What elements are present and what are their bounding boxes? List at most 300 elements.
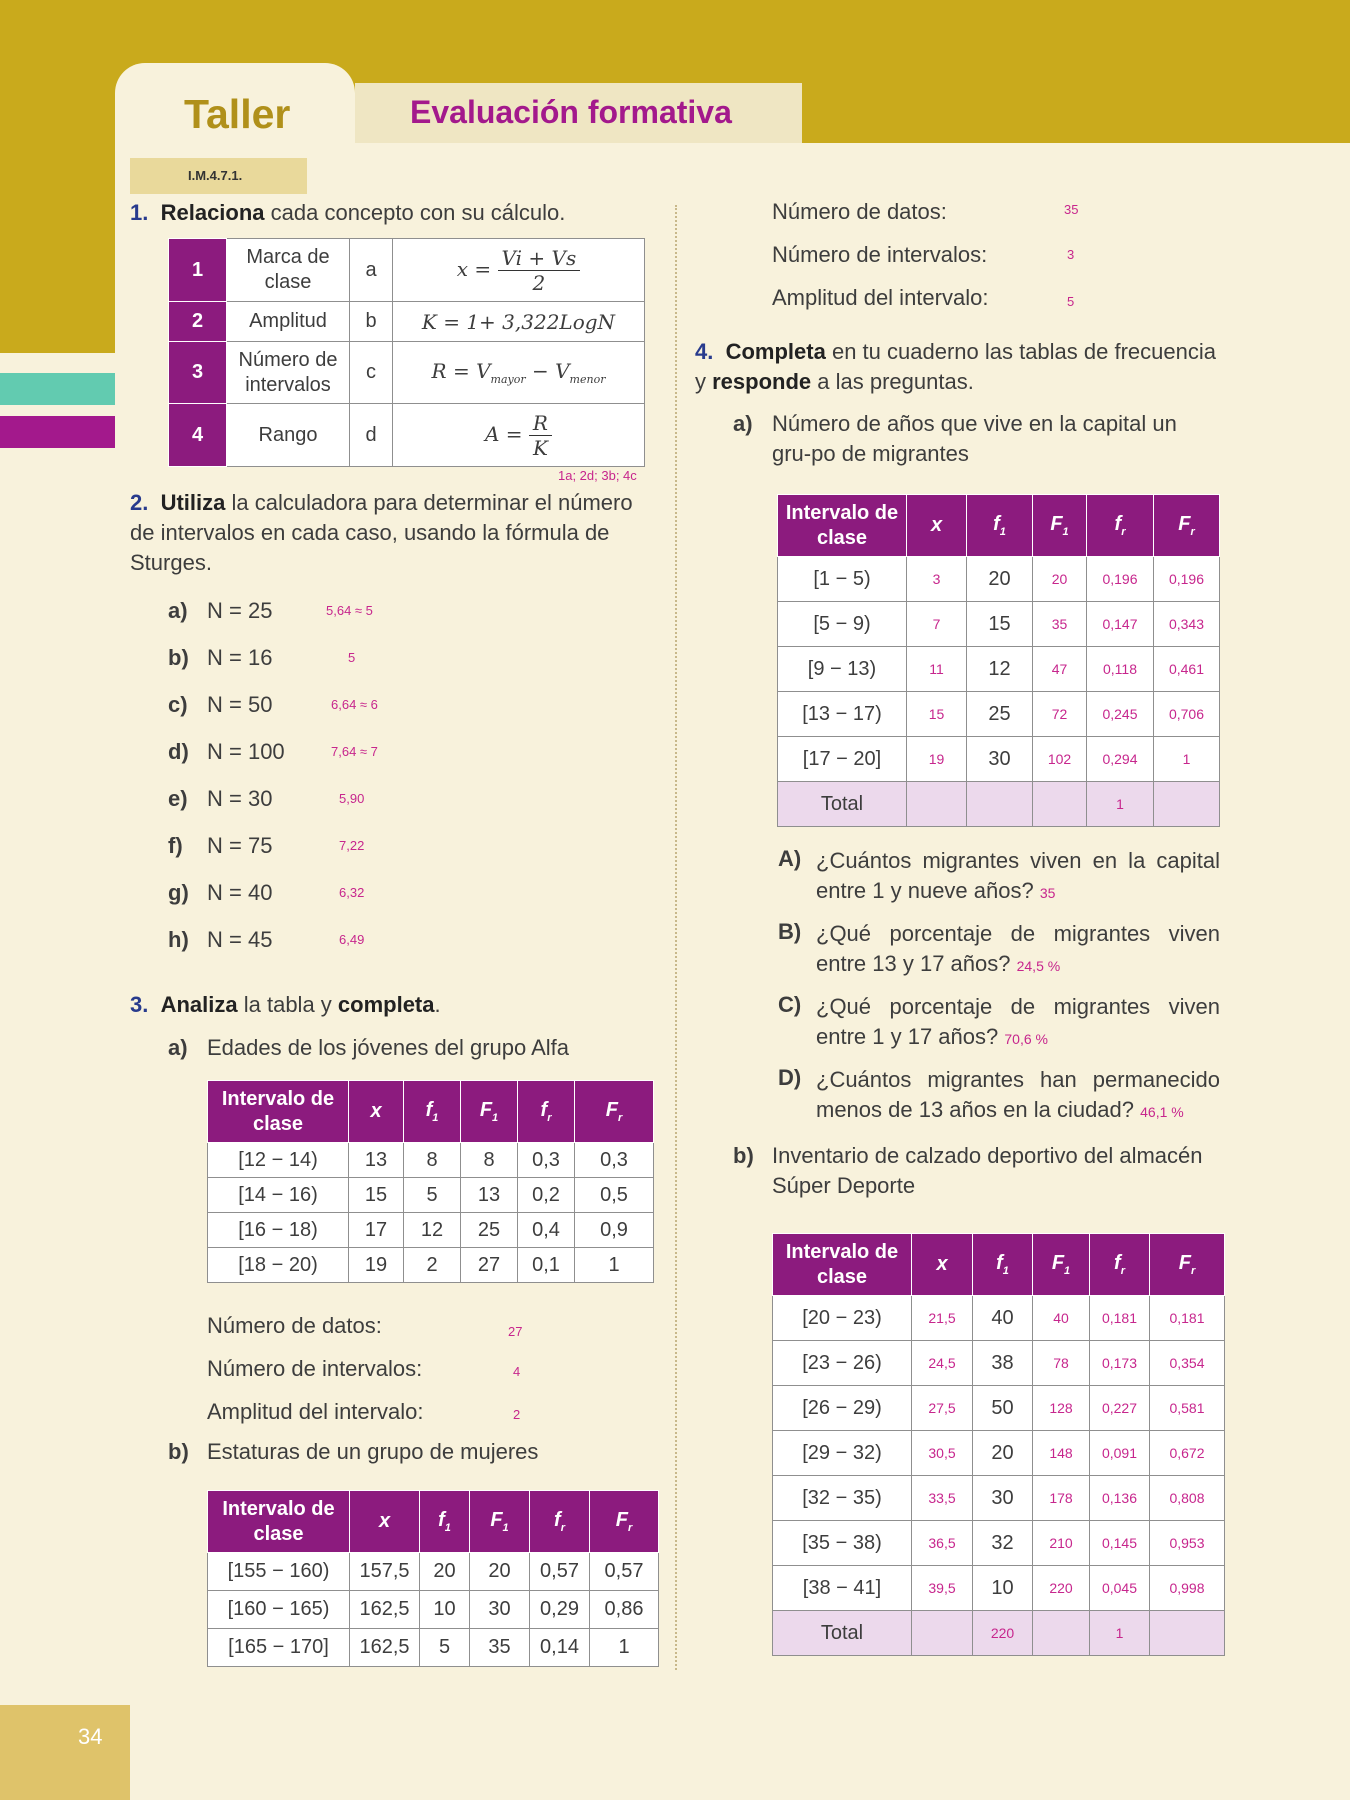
cell-answer: 40: [1033, 1296, 1090, 1341]
header-Fr: [590, 1491, 659, 1553]
q1-concept: Amplitud: [227, 302, 350, 342]
cell: 17: [349, 1213, 404, 1248]
cell: 0,29: [530, 1591, 590, 1629]
table-row: [773, 1341, 1225, 1386]
formula-d-lhs: A =: [485, 421, 523, 446]
cell-answer: 0,196: [1154, 557, 1220, 602]
q4a-table: [777, 494, 1220, 827]
header-F1-label: F: [1051, 1252, 1065, 1274]
cell-answer: 0,354: [1150, 1341, 1225, 1386]
header-x: x: [907, 495, 967, 557]
q3-statement: [130, 990, 441, 1020]
q1-letter: b: [350, 302, 393, 342]
header-f1-label: f: [996, 1252, 1003, 1274]
q3b-intervalos-answer: 3: [1067, 247, 1075, 262]
q1-row-num: 4: [169, 404, 227, 467]
header-F1: [470, 1491, 530, 1553]
q3-text2: .: [434, 992, 441, 1017]
header-F1-label: F: [479, 1099, 493, 1121]
q4-statement: [695, 337, 1225, 397]
q3a-intervalos-label: Número de intervalos:: [207, 1356, 423, 1381]
cell-answer: 30,5: [912, 1431, 973, 1476]
q3a-table: [207, 1080, 654, 1283]
cell-answer: 0,953: [1150, 1521, 1225, 1566]
q2-expr: N = 30: [207, 786, 273, 811]
q4b-letter: b): [733, 1143, 754, 1168]
cell: 0,9: [575, 1213, 654, 1248]
header-F1-sub: 1: [1062, 526, 1069, 538]
header-f1-label: f: [993, 513, 1000, 535]
header-fr-sub: r: [1121, 526, 1126, 538]
header-fr-label: f: [554, 1509, 561, 1531]
q2-expr: N = 40: [207, 880, 273, 905]
header-intervalo: Intervalo de clase: [778, 495, 907, 557]
header-F1: [1033, 1234, 1090, 1296]
cell-answer: 33,5: [912, 1476, 973, 1521]
cell: [13 − 17): [778, 692, 907, 737]
table-row: [778, 737, 1220, 782]
cell: [155 − 160): [208, 1553, 350, 1591]
q3-verb1: Analiza: [160, 992, 238, 1017]
cell: 157,5: [350, 1553, 420, 1591]
cell-answer: 210: [1033, 1521, 1090, 1566]
cell-answer: 0,227: [1090, 1386, 1150, 1431]
cell: [35 − 38): [773, 1521, 912, 1566]
q4-question: [816, 1065, 1220, 1127]
table-row: [773, 1476, 1225, 1521]
cell: 0,3: [518, 1143, 575, 1178]
cell: 15: [349, 1178, 404, 1213]
cell-answer: 19: [907, 737, 967, 782]
cell: [907, 782, 967, 827]
cell: 0,57: [530, 1553, 590, 1591]
formula-c: [393, 342, 645, 404]
table-row: [208, 1213, 654, 1248]
left-band: [0, 0, 115, 353]
formula-c-sub1: mayor: [490, 373, 526, 386]
cell: 35: [470, 1629, 530, 1667]
cell: 0,5: [575, 1178, 654, 1213]
q1-verb: Relaciona: [160, 200, 265, 225]
q2-letter: g): [168, 880, 189, 905]
q3a-intervalos-answer: 4: [513, 1364, 521, 1379]
q4-question-answer: 24,5 %: [1016, 958, 1061, 974]
cell-answer: 7: [907, 602, 967, 647]
q2-answer: 6,32: [339, 885, 365, 900]
cell-answer: 0,181: [1090, 1296, 1150, 1341]
cell-answer: 178: [1033, 1476, 1090, 1521]
header-Fr: [1154, 495, 1220, 557]
q2-letter: e): [168, 786, 188, 811]
cell: 12: [404, 1213, 461, 1248]
cell-answer: 36,5: [912, 1521, 973, 1566]
q3-text1: la tabla y: [237, 992, 338, 1017]
formula-a-lhs: x =: [456, 256, 492, 281]
header-F1-label: F: [490, 1509, 503, 1531]
cell: [967, 782, 1033, 827]
cell: 15: [967, 602, 1033, 647]
indicator-code: I.M.4.7.1.: [130, 158, 307, 194]
q3b-datos-answer: 35: [1064, 202, 1079, 217]
total-fr: 1: [1087, 782, 1154, 827]
cell: [9 − 13): [778, 647, 907, 692]
cell: 0,14: [530, 1629, 590, 1667]
q2-answer: 6,49: [339, 932, 365, 947]
q2-letter: h): [168, 927, 189, 952]
cell: 10: [420, 1591, 470, 1629]
table-row: [773, 1521, 1225, 1566]
cell: 38: [973, 1341, 1033, 1386]
total-fr: 1: [1090, 1611, 1150, 1656]
q2-letter: f): [168, 833, 183, 858]
q1-row-num: 1: [169, 239, 227, 302]
q3a-letter: a): [168, 1035, 188, 1060]
q4-question-letter: C): [778, 992, 802, 1017]
q4-question-letter: A): [778, 846, 802, 871]
cell: [38 − 41]: [773, 1566, 912, 1611]
q1-answer: 1a; 2d; 3b; 4c: [558, 468, 637, 483]
q2-number: 2.: [130, 490, 149, 515]
q2-answer: 5,90: [339, 791, 365, 806]
q2-letter: b): [168, 645, 189, 670]
header-Fr: [1150, 1234, 1225, 1296]
q2-letter: a): [168, 598, 188, 623]
header-f1-sub: 1: [1002, 1265, 1009, 1277]
q1-text: cada concepto con su cálculo.: [264, 200, 566, 225]
cell: 30: [470, 1591, 530, 1629]
header-f1-label: f: [438, 1509, 445, 1531]
cell: 25: [967, 692, 1033, 737]
cell-answer: 24,5: [912, 1341, 973, 1386]
cell: [16 − 18): [208, 1213, 349, 1248]
q3b-title: Estaturas de un grupo de mujeres: [207, 1439, 539, 1464]
table-row: [208, 1629, 659, 1667]
cell-answer: 35: [1033, 602, 1087, 647]
cell: 20: [420, 1553, 470, 1591]
q4a-letter: a): [733, 411, 753, 436]
table-row: [208, 1143, 654, 1178]
cell: 5: [404, 1178, 461, 1213]
header-f1-sub: 1: [999, 526, 1006, 538]
cell: 20: [470, 1553, 530, 1591]
q3b-letter: b): [168, 1439, 189, 1464]
q2-statement: [130, 488, 660, 578]
q2-letter: c): [168, 692, 188, 717]
cell: [1150, 1611, 1225, 1656]
header-Fr-label: F: [1178, 1252, 1191, 1274]
cell: 0,2: [518, 1178, 575, 1213]
cell-answer: 15: [907, 692, 967, 737]
q4-question: [816, 992, 1220, 1054]
q4-question-answer: 70,6 %: [1004, 1031, 1048, 1047]
q2-expr: N = 50: [207, 692, 273, 717]
table-row: [208, 1248, 654, 1283]
cell: [32 − 35): [773, 1476, 912, 1521]
header-x: x: [350, 1491, 420, 1553]
q2-text: la calculadora para determinar el número de intervalos en cada caso, usando la fórmula de Sturges.: [130, 490, 633, 575]
q3b-datos-label: Número de datos:: [772, 199, 947, 224]
header-f1: [973, 1234, 1033, 1296]
table-row: [773, 1431, 1225, 1476]
green-strip: [0, 373, 115, 405]
cell: 50: [973, 1386, 1033, 1431]
cell: 5: [420, 1629, 470, 1667]
cell: [5 − 9): [778, 602, 907, 647]
header-F1-sub: 1: [1064, 1265, 1071, 1277]
cell-answer: 0,998: [1150, 1566, 1225, 1611]
cell-answer: 0,091: [1090, 1431, 1150, 1476]
cell-answer: 0,145: [1090, 1521, 1150, 1566]
header-F1-sub: 1: [492, 1112, 499, 1124]
q4a-title: Número de años que vive en la capital un gru-po de migrantes: [772, 411, 1177, 466]
q3a-title: Edades de los jóvenes del grupo Alfa: [207, 1035, 570, 1060]
q1-table: [168, 238, 645, 467]
cell-answer: 148: [1033, 1431, 1090, 1476]
header-Fr-label: F: [615, 1509, 628, 1531]
cell-answer: 0,173: [1090, 1341, 1150, 1386]
cell: 20: [967, 557, 1033, 602]
table-row: [778, 602, 1220, 647]
table-row: [773, 1296, 1225, 1341]
header-fr-label: f: [540, 1099, 548, 1121]
cell-answer: 0,118: [1087, 647, 1154, 692]
q1-letter: a: [350, 239, 393, 302]
header-F1-label: F: [1050, 513, 1063, 535]
table-row: [778, 557, 1220, 602]
q2-expr: N = 16: [207, 645, 273, 670]
cell-answer: 78: [1033, 1341, 1090, 1386]
cell: 30: [973, 1476, 1033, 1521]
cell: 1: [590, 1629, 659, 1667]
cell: [165 − 170]: [208, 1629, 350, 1667]
total-row: [778, 782, 1220, 827]
total-f: 220: [973, 1611, 1033, 1656]
formula-d: [393, 404, 645, 467]
evaluation-title: Evaluación formativa: [355, 83, 802, 143]
cell-answer: 0,343: [1154, 602, 1220, 647]
q3-number: 3.: [130, 992, 149, 1017]
header-Fr-sub: r: [1190, 1265, 1196, 1277]
cell-answer: 0,581: [1150, 1386, 1225, 1431]
q1-concept: Rango: [227, 404, 350, 467]
cell: 162,5: [350, 1591, 420, 1629]
q4-question-text: ¿Cuántos migrantes viven en la capital entre 1 y nueve años?: [816, 848, 1220, 903]
formula-c-pre: R = V: [431, 359, 491, 383]
cell: [1 − 5): [778, 557, 907, 602]
cell: [1033, 1611, 1090, 1656]
header-F1-sub: 1: [502, 1522, 509, 1534]
table-row: [778, 647, 1220, 692]
cell: 0,57: [590, 1553, 659, 1591]
q2-answer: 6,64 ≈ 6: [331, 697, 378, 712]
cell: 19: [349, 1248, 404, 1283]
header-f1-sub: 1: [432, 1112, 439, 1124]
cell-answer: 47: [1033, 647, 1087, 692]
column-divider: [675, 205, 677, 1670]
formula-d-num: R: [529, 411, 552, 436]
header-fr: [530, 1491, 590, 1553]
header-fr-sub: r: [547, 1112, 552, 1124]
q2-expr: N = 75: [207, 833, 273, 858]
header-fr-sub: r: [1120, 1265, 1125, 1277]
q1-letter: d: [350, 404, 393, 467]
cell-answer: 0,294: [1087, 737, 1154, 782]
cell-answer: 39,5: [912, 1566, 973, 1611]
formula-a: [393, 239, 645, 302]
cell: 2: [404, 1248, 461, 1283]
header-Fr-sub: r: [617, 1112, 623, 1124]
cell: 10: [973, 1566, 1033, 1611]
q3a-datos-answer: 27: [508, 1324, 523, 1339]
header-Fr: [575, 1081, 654, 1143]
header-f1-label: f: [425, 1099, 433, 1121]
q1-concept: Número de intervalos: [227, 342, 350, 404]
header-Fr-label: F: [605, 1099, 618, 1121]
cell-answer: 3: [907, 557, 967, 602]
cell: [912, 1611, 973, 1656]
q4-verb1: Completa: [725, 339, 826, 364]
header-Fr-label: F: [1178, 513, 1191, 535]
cell: 20: [973, 1431, 1033, 1476]
total-label: Total: [778, 782, 907, 827]
q1-row-num: 3: [169, 342, 227, 404]
q4-question: [816, 919, 1220, 981]
header-f1: [967, 495, 1033, 557]
header-Fr-sub: r: [1190, 526, 1195, 538]
cell: 13: [349, 1143, 404, 1178]
q1-row-num: 2: [169, 302, 227, 342]
cell-answer: 0,461: [1154, 647, 1220, 692]
header-x: x: [349, 1081, 404, 1143]
q4-text1: en tu cuaderno las tablas de frecuencia y: [695, 339, 1216, 394]
cell-answer: 0,045: [1090, 1566, 1150, 1611]
q4-question-letter: B): [778, 919, 802, 944]
q1-statement: [130, 198, 565, 228]
cell-answer: 0,245: [1087, 692, 1154, 737]
table-row: [208, 1178, 654, 1213]
header-Fr-sub: r: [627, 1522, 633, 1534]
q2-answer: 5,64 ≈ 5: [326, 603, 373, 618]
cell: 27: [461, 1248, 518, 1283]
header-intervalo: Intervalo de clase: [208, 1081, 349, 1143]
header-fr: [1090, 1234, 1150, 1296]
cell: 0,4: [518, 1213, 575, 1248]
cell-answer: 0,196: [1087, 557, 1154, 602]
q3a-amplitud-answer: 2: [513, 1407, 521, 1422]
purple-strip: [0, 416, 115, 448]
cell: 162,5: [350, 1629, 420, 1667]
q4-question-text: ¿Qué porcentaje de migrantes viven entre 13 y 17 años?: [816, 921, 1220, 976]
cell-answer: 11: [907, 647, 967, 692]
cell: [26 − 29): [773, 1386, 912, 1431]
header-f1-sub: 1: [444, 1522, 451, 1534]
cell: 8: [404, 1143, 461, 1178]
table-row: [778, 692, 1220, 737]
page-number: 34: [0, 1705, 130, 1800]
q4-text2: a las preguntas.: [811, 369, 974, 394]
q4-question-text: ¿Qué porcentaje de migrantes viven entre 1 y 17 años?: [816, 994, 1220, 1049]
taller-tab: Taller: [115, 63, 355, 153]
cell-answer: 21,5: [912, 1296, 973, 1341]
cell: [20 − 23): [773, 1296, 912, 1341]
formula-c-mid: − V: [525, 359, 570, 383]
q4-question-answer: 35: [1039, 885, 1056, 901]
cell-answer: 0,181: [1150, 1296, 1225, 1341]
q3b-table: [207, 1490, 659, 1667]
header-f1: [404, 1081, 461, 1143]
cell: 25: [461, 1213, 518, 1248]
q2-expr: N = 45: [207, 927, 273, 952]
cell: [160 − 165): [208, 1591, 350, 1629]
q4-question-text: ¿Cuántos migrantes han permanecido menos de 13 años en la ciudad?: [816, 1067, 1220, 1122]
cell: 40: [973, 1296, 1033, 1341]
cell: [29 − 32): [773, 1431, 912, 1476]
q4-question-answer: 46,1 %: [1140, 1104, 1184, 1120]
q2-expr: N = 25: [207, 598, 273, 623]
total-label: Total: [773, 1611, 912, 1656]
table-row: [208, 1591, 659, 1629]
cell: [14 − 16): [208, 1178, 349, 1213]
q4b-title: Inventario de calzado deportivo del almacén Súper Deporte: [772, 1143, 1203, 1198]
cell-answer: 0,672: [1150, 1431, 1225, 1476]
cell: 0,3: [575, 1143, 654, 1178]
formula-b: K = 1+ 3,322LogN: [393, 302, 645, 342]
cell-answer: 0,136: [1090, 1476, 1150, 1521]
q4-verb2: responde: [712, 369, 812, 394]
q4b-table: [772, 1233, 1225, 1656]
q3a-datos-label: Número de datos:: [207, 1313, 382, 1338]
cell: 32: [973, 1521, 1033, 1566]
cell: 1: [575, 1248, 654, 1283]
q3a-amplitud-label: Amplitud del intervalo:: [207, 1399, 424, 1424]
cell: [18 − 20): [208, 1248, 349, 1283]
cell: 30: [967, 737, 1033, 782]
q4-question: [816, 846, 1220, 908]
header-fr-label: f: [1114, 1252, 1121, 1274]
header-fr-sub: r: [560, 1522, 565, 1534]
q3b-amplitud-answer: 5: [1067, 294, 1075, 309]
formula-a-num: Vi + Vs: [498, 246, 581, 271]
cell: [1033, 782, 1087, 827]
q3b-intervalos-label: Número de intervalos:: [772, 242, 988, 267]
cell: [23 − 26): [773, 1341, 912, 1386]
header-fr: [518, 1081, 575, 1143]
header-fr-label: f: [1114, 513, 1122, 535]
cell-answer: 1: [1154, 737, 1220, 782]
q4-number: 4.: [695, 339, 714, 364]
q2-letter: d): [168, 739, 189, 764]
cell: [1154, 782, 1220, 827]
formula-d-den: K: [532, 435, 548, 460]
q2-answer: 5: [348, 650, 356, 665]
header-intervalo: Intervalo de clase: [773, 1234, 912, 1296]
q4-question-letter: D): [778, 1065, 802, 1090]
q2-answer: 7,22: [339, 838, 365, 853]
q1-letter: c: [350, 342, 393, 404]
cell: 13: [461, 1178, 518, 1213]
cell-answer: 0,147: [1087, 602, 1154, 647]
cell: [17 − 20]: [778, 737, 907, 782]
q1-number: 1.: [130, 200, 149, 225]
cell-answer: 27,5: [912, 1386, 973, 1431]
formula-c-sub2: menor: [569, 373, 606, 386]
total-row: [773, 1611, 1225, 1656]
cell: 0,86: [590, 1591, 659, 1629]
cell-answer: 102: [1033, 737, 1087, 782]
formula-a-den: 2: [532, 270, 546, 295]
table-row: [208, 1553, 659, 1591]
table-row: [773, 1386, 1225, 1431]
